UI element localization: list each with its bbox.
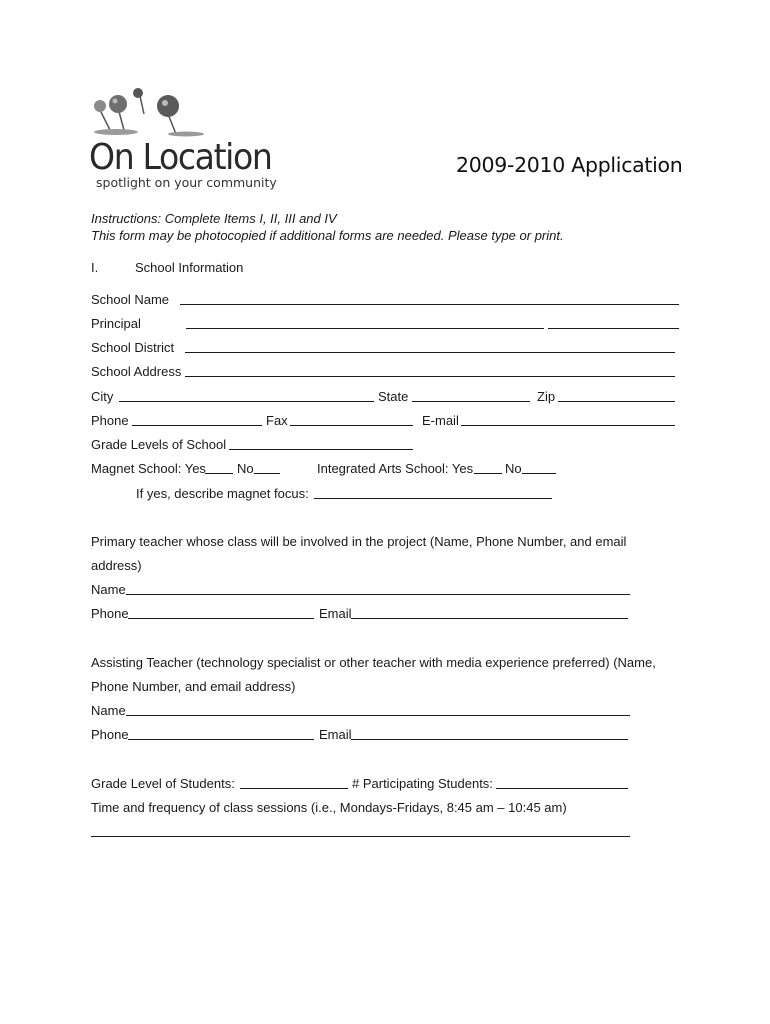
- assisting-phone-field[interactable]: [128, 739, 314, 740]
- assisting-teacher-line-1: Assisting Teacher (technology specialist or other teacher with media experience preferred) (Name,: [91, 655, 656, 670]
- magnet-no-field[interactable]: [254, 473, 280, 474]
- participating-students-label: # Participating Students:: [352, 776, 493, 791]
- primary-teacher-line-2: address): [91, 558, 142, 573]
- primary-name-field[interactable]: [126, 594, 630, 595]
- assisting-name-field[interactable]: [126, 715, 630, 716]
- grade-level-students-label: Grade Level of Students:: [91, 776, 235, 791]
- state-field[interactable]: [412, 401, 530, 402]
- fax-field[interactable]: [290, 425, 413, 426]
- primary-teacher-line-1: Primary teacher whose class will be involved in the project (Name, Phone Number, and email: [91, 534, 627, 549]
- magnet-yes-field[interactable]: [205, 473, 233, 474]
- magnet-no-label: No: [237, 461, 254, 476]
- time-frequency-label: Time and frequency of class sessions (i.e., Mondays-Fridays, 8:45 am – 10:45 am): [91, 800, 567, 815]
- email-label: E-mail: [422, 413, 459, 428]
- assisting-name-label: Name: [91, 703, 126, 718]
- school-name-field[interactable]: [180, 304, 679, 305]
- section-title: School Information: [135, 260, 244, 275]
- email-field[interactable]: [461, 425, 675, 426]
- grade-levels-field[interactable]: [229, 449, 413, 450]
- magnet-focus-label: If yes, describe magnet focus:: [136, 486, 309, 501]
- state-label: State: [378, 389, 409, 404]
- assisting-email-label: Email: [319, 727, 352, 742]
- magnet-focus-field[interactable]: [314, 498, 552, 499]
- primary-email-field[interactable]: [351, 618, 628, 619]
- logo-title: On Location: [89, 137, 272, 178]
- primary-phone-label: Phone: [91, 606, 129, 621]
- primary-email-label: Email: [319, 606, 352, 621]
- instructions-line-2: This form may be photocopied if additional forms are needed. Please type or print.: [91, 228, 564, 243]
- phone-label: Phone: [91, 413, 129, 428]
- integrated-no-field[interactable]: [522, 473, 556, 474]
- logo-tagline: spotlight on your community: [96, 175, 277, 190]
- school-district-field[interactable]: [185, 352, 675, 353]
- school-address-label: School Address: [91, 364, 182, 379]
- city-field[interactable]: [119, 401, 374, 402]
- fax-label: Fax: [266, 413, 288, 428]
- time-frequency-field[interactable]: [91, 836, 630, 837]
- assisting-teacher-line-2: Phone Number, and email address): [91, 679, 296, 694]
- integrated-no-label: No: [505, 461, 522, 476]
- principal-label: Principal: [91, 316, 141, 331]
- primary-name-label: Name: [91, 582, 126, 597]
- section-numeral: I.: [91, 260, 99, 275]
- magnet-school-label: Magnet School: Yes: [91, 461, 206, 476]
- instructions-line-1: Instructions: Complete Items I, II, III and IV: [91, 211, 337, 226]
- principal-name-field[interactable]: [186, 328, 544, 329]
- school-district-label: School District: [91, 340, 175, 355]
- school-name-label: School Name: [91, 292, 170, 307]
- grade-levels-label: Grade Levels of School: [91, 437, 227, 452]
- integrated-arts-label: Integrated Arts School: Yes: [317, 461, 474, 476]
- assisting-email-field[interactable]: [351, 739, 628, 740]
- map-pins-logo-graphic: [86, 84, 216, 144]
- principal-extra-field[interactable]: [548, 328, 679, 329]
- primary-phone-field[interactable]: [128, 618, 314, 619]
- zip-label: Zip: [537, 389, 556, 404]
- zip-field[interactable]: [558, 401, 675, 402]
- school-address-field[interactable]: [185, 376, 675, 377]
- city-label: City: [91, 389, 114, 404]
- phone-field[interactable]: [132, 425, 262, 426]
- integrated-yes-field[interactable]: [474, 473, 502, 474]
- grade-level-students-field[interactable]: [240, 788, 348, 789]
- assisting-phone-label: Phone: [91, 727, 129, 742]
- application-title: 2009-2010 Application: [456, 153, 683, 177]
- participating-students-field[interactable]: [496, 788, 628, 789]
